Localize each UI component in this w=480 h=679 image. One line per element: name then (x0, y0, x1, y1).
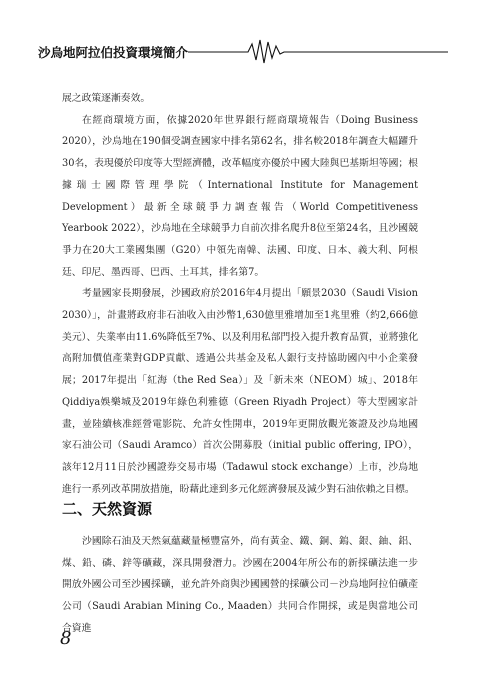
section-body (62, 521, 418, 649)
header-wave-decoration (188, 36, 448, 66)
paragraph-continuation: 展之政策逐漸奏效。 (62, 93, 151, 104)
section-heading: 二、天然資源 (62, 500, 153, 518)
running-header (38, 36, 448, 66)
paragraph-natural-resources: 沙國除石油及天然氣蘊藏量極豐富外，尚有黃金、鐵、銅、鎢、銀、鈾、鋁、煤、鉛、磷、鋅等礦藏，深具開發潛力。沙國在2004年所公布的新採礦法進一步開放外國公司至沙國採礦，並允許外商與沙國國營的採礦公司－沙烏地阿拉伯礦產公司（Saudi Arabian Mining Co., Maaden）共同合作開採，或是與當地公司合資進 (62, 535, 418, 634)
body-text (62, 88, 418, 500)
paragraph-business-environment: 在經商環境方面，依據2020年世界銀行經商環境報告（Doing Business 2020），沙烏地在190個受調查國家中排名第62名，排名較2018年調查大幅躍升30名，表現優於印度等大型經濟體，改革幅度亦優於中國大陸與巴基斯坦等國；根據瑞士國際管理學院（International Institute for Management Development）最新全球競爭力調查報告（World Competitiveness Yearbook 2022），沙烏地在全球競爭力自前次排名爬升8位至第24名，且沙國競爭力在20大工業國集團（G20）中領先南韓、法國、印度、日本、義大利、阿根廷、印尼、墨西哥、巴西、土耳其，排名第7。 (62, 114, 418, 278)
page-number: 8 (60, 628, 72, 649)
paragraph-vision-2030: 考量國家長期發展，沙國政府於2016年4月提出「願景2030（Saudi Vision 2030）」，計畫將政府非石油收入由沙幣1,630億里雅增加至1兆里雅（約2,666億美元）、失業率由11.6%降低至7%、以及利用私部門投入提升教育品質，並將強化高附加價值產業對GDP貢獻、透過公共基金及私人銀行支持協助國內中小企業發展；2017年提出「紅海（the Red Sea）」及「新未來（NEOM）城」、2018年Qiddiya娛樂城及2019年綠色利雅德（Green Riyadh Project）等大型國家計畫，並陸續核准經營電影院、允許女性開車，2019年更開放觀光簽證及沙烏地國家石油公司（Saudi Aramco）首次公開募股（initial public offering, IPO），該年12月11日於沙國證券交易市場（Tadawul stock exchange）上市，沙烏地進行一系列改革開放措施，盼藉此達到多元化經濟發展及減少對石油依賴之目標。 (62, 288, 418, 495)
header-title: 沙烏地阿拉伯投資環境簡介 (38, 45, 189, 60)
